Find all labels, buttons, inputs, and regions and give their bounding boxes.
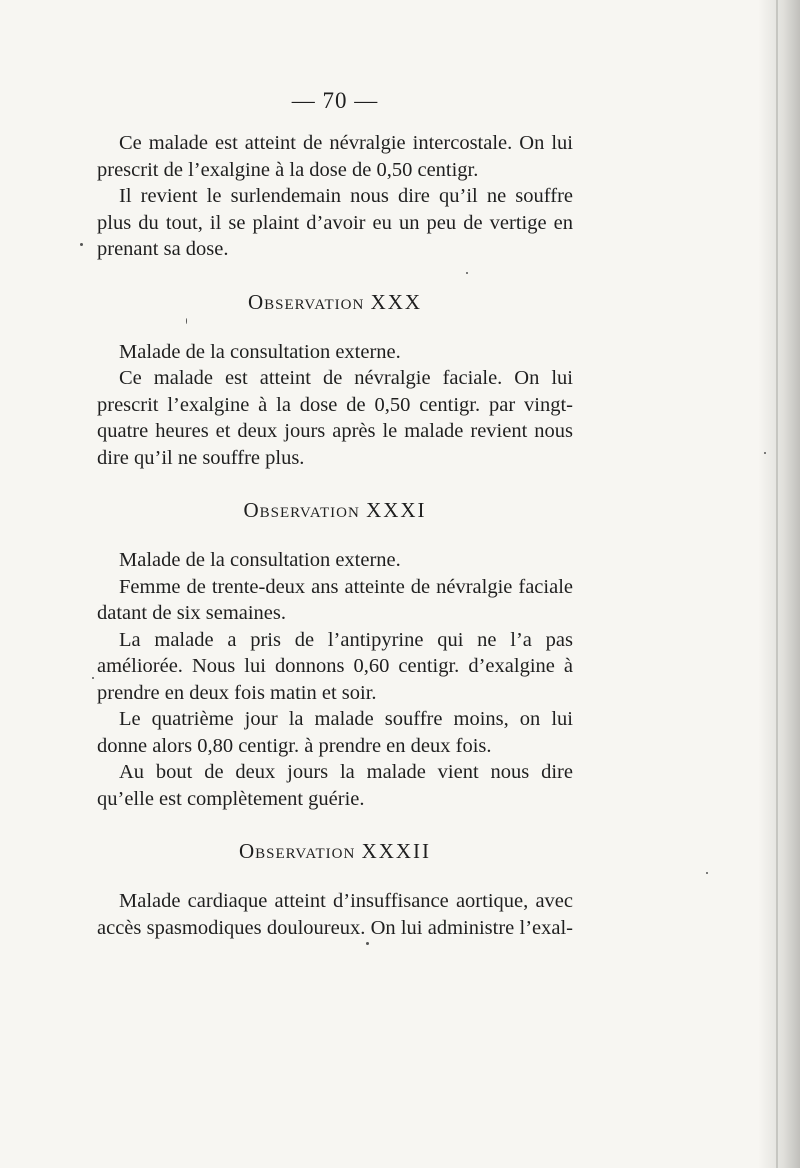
paragraph: Le quatrième jour la malade souffre moins, on lui donne alors 0,80 centigr. à prendre en deux fois. [97,708,573,757]
observation-heading [97,290,573,315]
page-edge-line [776,0,778,1168]
paper-speck [706,872,708,874]
observation-number: XXXI [366,498,427,522]
observation-word: Observation [238,839,356,863]
paragraph: Femme de trente-deux ans atteinte de névralgie faciale datant de six semaines. [97,575,573,624]
observation-word: Observation [247,289,365,314]
paragraph: Ce malade est atteint de névralgie faciale. On lui prescrit l’exalgine à la dose de 0,50 centigr. par vingt-quatre heures et deux jours après le malade revient nous dire qu’il ne souffre plus. [97,367,573,469]
paper-speck [366,942,369,945]
page-number: — 70 — [291,88,379,113]
paragraph: Ce malade est atteint de névralgie intercostale. On lui prescrit de l’exalgine à la dose de 0,50 centigr. [97,132,573,181]
observation-heading [97,498,573,523]
paper-speck [92,677,94,679]
observation-heading [97,839,573,864]
page-text [97,86,573,941]
observation-number: XXXII [361,839,432,863]
paragraph: Malade de la consultation externe. [119,549,401,571]
paragraph: Au bout de deux jours la malade vient nous dire qu’elle est complètement guérie. [97,761,573,810]
page-edge-shadow [758,0,800,1168]
observation-word: Observation [243,498,360,522]
paragraph: Il revient le surlendemain nous dire qu’il ne souffre plus du tout, il se plaint d’avoir eu un peu de vertige en prenant sa dose. [97,185,573,260]
paper-speck [186,318,187,324]
paragraph: Malade cardiaque atteint d’insuffisance aortique, avec accès spasmodiques douloureux. On lui administre l’exal- [97,890,573,939]
paper-speck [764,452,766,454]
paper-speck [466,272,468,274]
paper-speck [80,243,83,246]
paragraph: Malade de la consultation externe. [119,340,401,363]
paragraph: La malade a pris de l’antipyrine qui ne l’a pas améliorée. Nous lui donnons 0,60 centigr. d’exalgine à prendre en deux fois matin et soir. [97,628,573,704]
observation-number: XXX [370,289,423,314]
